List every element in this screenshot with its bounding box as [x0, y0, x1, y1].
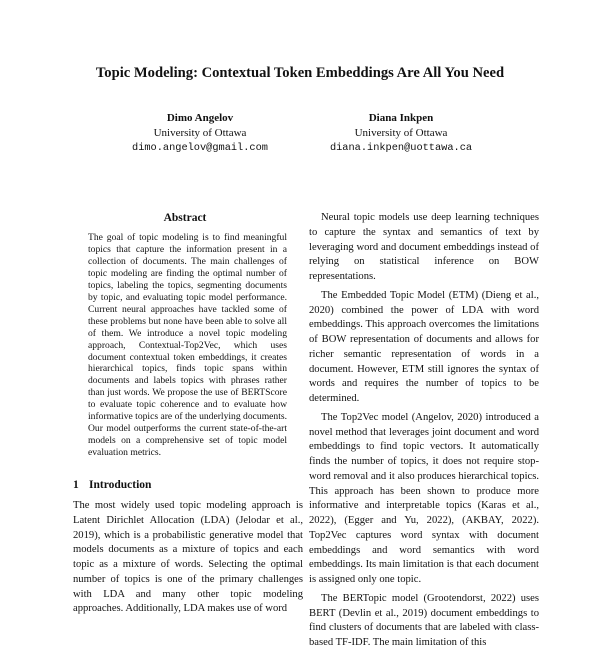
abstract-text: The goal of topic modeling is to find meaningful topics that capture the information present in a collection of documents. The main challenges of topic modeling are finding the optimal number of topics, labeling the topics, segmenting documents by topic, and evaluating topic model performance. Current neural approaches have tackled some of these problems but none have been able to solve all of them. We introduce a novel topic modeling approach, Contextual-Top2Vec, which uses document contextual token embeddings, it creates hierarchical topics, finds topic spans within documents and labels topics with phrases rather than just words. We propose the use of BERTScore to evaluate topic coherence and to evaluate how informative topics are of the underlying documents. Our model outperforms the current state-of-the-art models on a comprehensive set of topic model evaluation metrics. — [88, 232, 288, 459]
author-affiliation: University of Ottawa — [354, 127, 448, 139]
author-email: diana.inkpen@uottawa.ca — [329, 142, 473, 154]
author-affiliation: University of Ottawa — [153, 127, 247, 139]
author-email: dimo.angelov@gmail.com — [132, 142, 268, 154]
section-number: 1 — [73, 479, 79, 491]
body-paragraph: Neural topic models use deep learning techniques to capture the syntax and semantics of text by leveraging word and document embeddings instead of relying on statistical inference on BOW representations. — [309, 212, 539, 282]
author-block — [291, 111, 511, 156]
author-block — [90, 111, 310, 156]
author-name: Diana Inkpen — [368, 112, 434, 124]
right-column — [309, 211, 539, 655]
paper-title: Topic Modeling: Contextual Token Embeddings Are All You Need — [95, 65, 505, 81]
section-title: Introduction — [89, 479, 152, 491]
abstract-heading: Abstract — [163, 212, 207, 224]
section-heading — [73, 479, 303, 491]
author-name: Dimo Angelov — [166, 112, 234, 124]
intro-paragraph: The most widely used topic modeling approach is Latent Dirichlet Allocation (LDA) (Jelodar et al., 2019), which is a probabilistic generative model that models documents as a mixture of topics and each topic as a mixture of words. Selecting the optimal number of topics is one of the primary challenges with LDA and many other topic modeling approaches. Additionally, LDA makes use of word — [73, 500, 303, 615]
body-paragraph: The Top2Vec model (Angelov, 2020) introduced a novel method that leverages joint document and word embeddings to find topic vectors. It automatically finds the number of topics, it does not require stop-word removal and it also produces hierarchical topics. This approach has been shown to produce more informative and interpretable topics (Karas et al., 2022), (Egger and Yu, 2022), (AKBAY, 2022). Top2Vec captures word syntax with document embeddings and word semantics with word embeddings. Its main limitation is that each document is assigned only one topic. — [309, 411, 539, 585]
body-paragraph: The Embedded Topic Model (ETM) (Dieng et al., 2020) combined the power of LDA with word embeddings. This approach overcomes the limitations of BOW representation of documents and allows for richer semantic representation of words in a document. However, ETM still ignores the syntax of words and requires the number of topics to be determined. — [309, 289, 539, 404]
body-paragraph: The BERTopic model (Grootendorst, 2022) uses BERT (Devlin et al., 2019) document embeddings to find clusters of documents that are labeled with class-based TF-IDF. The main limitation of this — [309, 592, 539, 648]
